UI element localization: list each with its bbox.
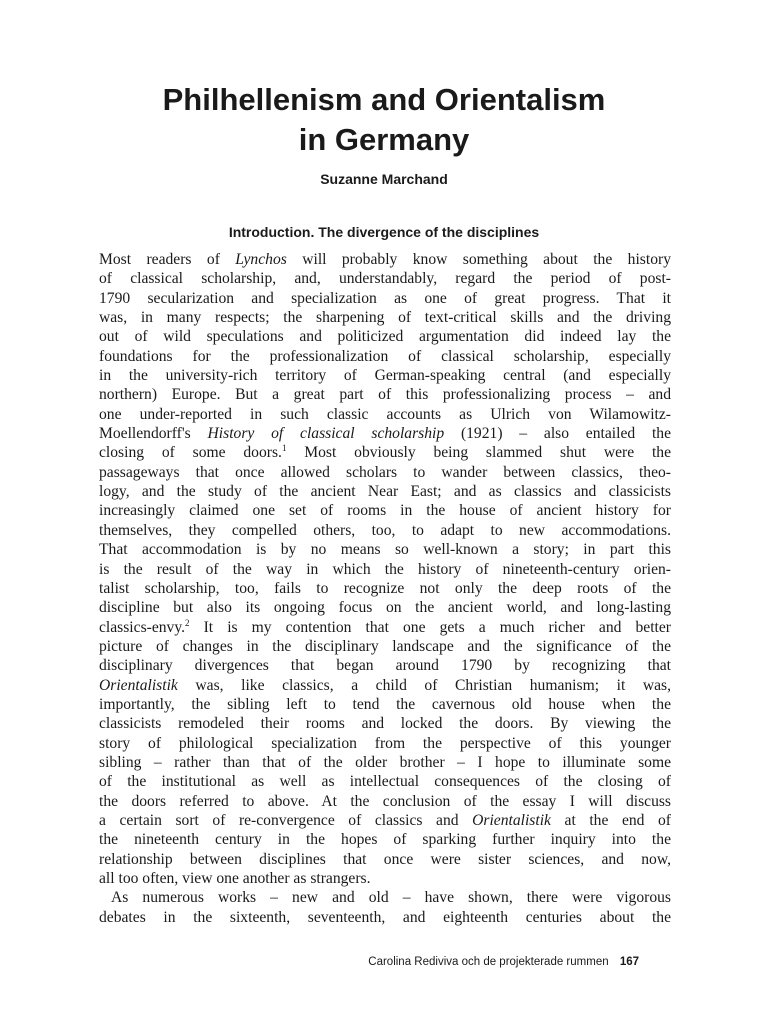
title-line-2: in Germany <box>298 122 470 157</box>
body-line: one under-reported in such classic accounts as Ulrich von Wilamowitz- <box>99 405 671 423</box>
italic-term: Orientalistik <box>99 676 178 694</box>
body-line: debates in the sixteenth, seventeenth, and eighteenth centuries about the <box>99 908 671 926</box>
body-line: out of wild speculations and politicized argumentation did indeed lay the <box>99 328 671 346</box>
footnote-ref: 1 <box>281 443 287 454</box>
body-line: Moellendorff's History of classical scholarship (1921) – also entailed the <box>99 425 671 443</box>
body-line: Orientalistik was, like classics, a child of Christian humanism; it was, <box>99 676 671 694</box>
author-name: Suzanne Marchand <box>320 171 448 187</box>
body-line: in the university-rich territory of German-speaking central (and especially <box>99 367 671 385</box>
body-line: talist scholarship, too, fails to recognize not only the deep roots of the <box>99 579 671 597</box>
body-line: discipline but also its ongoing focus on the ancient world, and long-lasting <box>99 599 671 617</box>
body-line: picture of changes in the disciplinary landscape and the significance of the <box>99 637 671 655</box>
section-heading: Introduction. The divergence of the disciplines <box>228 224 540 240</box>
body-line: the doors referred to above. At the conclusion of the essay I will discuss <box>99 792 671 810</box>
body-line: is the result of the way in which the history of nineteenth-century orien- <box>99 560 671 578</box>
body-line: increasingly claimed one set of rooms in the house of ancient history for <box>99 502 671 520</box>
body-line: That accommodation is by no means so well-known a story; in part this <box>99 541 671 559</box>
article-title <box>60 80 708 160</box>
page-footer <box>368 955 639 969</box>
body-line: of the institutional as well as intellectual consequences of the closing of <box>99 773 671 791</box>
body-line: As numerous works – new and old – have shown, there were vigorous <box>111 889 671 907</box>
page-number: 167 <box>619 956 639 968</box>
body-line: story of philological specialization from the perspective of this younger <box>99 734 671 752</box>
body-text <box>99 250 671 927</box>
body-line: 1790 secularization and specialization as one of great progress. That it <box>99 289 671 307</box>
body-line: classics-envy.$^2$ It is my contention that one gets a much richer and better <box>99 617 671 636</box>
body-line: importantly, the sibling left to tend the cavernous old house when the <box>99 695 671 713</box>
body-line: was, in many respects; the sharpening of text-critical skills and the driving <box>99 309 671 327</box>
italic-journal-title: Lynchos <box>235 251 287 268</box>
italic-book-title: History of classical scholarship <box>207 425 445 443</box>
body-line: foundations for the professionalization of classical scholarship, especially <box>99 347 671 365</box>
journal-title: Carolina Rediviva och de projekterade rummen <box>368 956 609 968</box>
body-line: closing of some doors.$^1$ Most obviously being slammed shut were the <box>99 443 672 462</box>
body-line: classicists remodeled their rooms and locked the doors. By viewing the <box>99 715 671 733</box>
body-line: passageways that once allowed scholars to wander between classics, theo- <box>99 463 671 481</box>
title-line-1: Philhellenism and Orientalism <box>162 82 606 117</box>
body-line: northern) Europe. But a great part of this professionalizing process – and <box>99 386 671 404</box>
body-line: themselves, they compelled others, too, to adapt to new accommodations. <box>99 521 671 539</box>
body-line: of classical scholarship, and, understandably, regard the period of post- <box>99 270 671 288</box>
body-line: sibling – rather than that of the older brother – I hope to illuminate some <box>99 753 671 771</box>
body-line: relationship between disciplines that once were sister sciences, and now, <box>99 850 671 868</box>
body-line: disciplinary divergences that began around 1790 by recognizing that <box>99 657 671 675</box>
body-line: Most readers of Lynchos will probably know something about the history <box>99 251 671 268</box>
body-line: a certain sort of re-convergence of classics and Orientalistik at the end of <box>99 811 672 829</box>
footnote-ref: 2 <box>185 617 190 628</box>
body-line: all too often, view one another as strangers. <box>99 870 371 887</box>
italic-term: Orientalistik <box>472 811 551 829</box>
body-line: the nineteenth century in the hopes of sparking further inquiry into the <box>99 831 671 849</box>
body-line: logy, and the study of the ancient Near East; and as classics and classicists <box>99 483 671 501</box>
